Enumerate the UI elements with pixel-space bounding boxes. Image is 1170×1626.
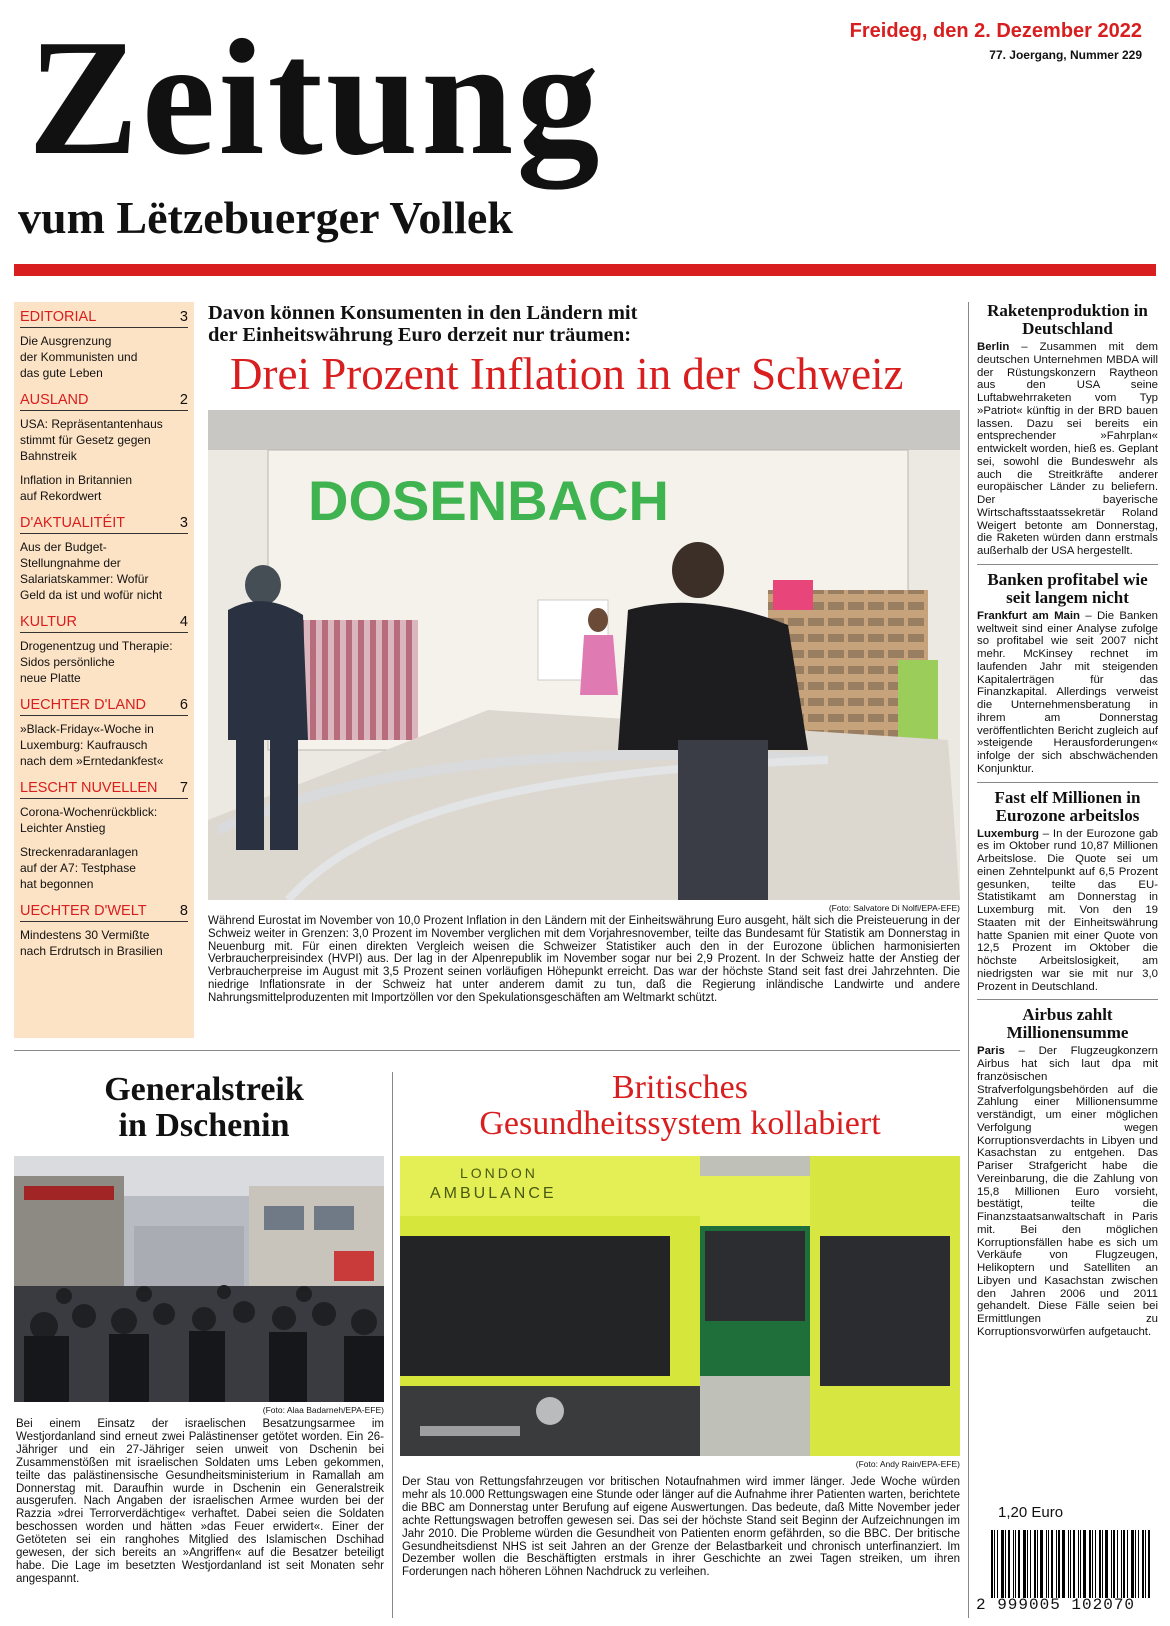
toc-page-number: 2 bbox=[179, 392, 188, 408]
toc-section-name: D'AKTUALITÉIT bbox=[20, 515, 126, 531]
toc-section bbox=[20, 391, 188, 504]
story-photo-ambulances bbox=[400, 1156, 960, 1456]
lead-photo bbox=[208, 410, 960, 900]
toc-section bbox=[20, 696, 188, 769]
barcode-bars bbox=[991, 1530, 1156, 1598]
barcode-bar bbox=[1092, 1530, 1093, 1598]
lead-headline[interactable]: Drei Prozent Inflation in der Schweiz bbox=[230, 349, 904, 399]
barcode-bar bbox=[1046, 1530, 1047, 1598]
toc-section-header[interactable] bbox=[20, 779, 188, 799]
barcode-bar bbox=[1117, 1530, 1118, 1598]
crowd-illustration bbox=[14, 1156, 384, 1402]
barcode-bar bbox=[1056, 1530, 1057, 1598]
toc-item[interactable]: Aus der Budget- Stellungnahme der Salariatskammer: Wofür Geld da ist und wofür nicht bbox=[20, 540, 163, 602]
barcode-bar bbox=[1148, 1530, 1150, 1598]
brief-text bbox=[977, 341, 1158, 558]
brief-divider bbox=[977, 782, 1158, 783]
brief-text bbox=[977, 828, 1158, 994]
toc-section-header[interactable] bbox=[20, 613, 188, 633]
barcode-bar bbox=[1131, 1530, 1134, 1598]
toc-section-name: LESCHT NUVELLEN bbox=[20, 780, 158, 796]
toc-section bbox=[20, 613, 188, 686]
brief-dateline: Frankfurt am Main bbox=[977, 609, 1081, 622]
toc-page-number: 3 bbox=[179, 515, 188, 531]
toc-item[interactable]: Mindestens 30 Vermißte nach Erdrutsch in Brasilien bbox=[20, 928, 163, 958]
barcode-bar bbox=[1099, 1530, 1101, 1598]
barcode-bar bbox=[1145, 1530, 1146, 1598]
barcode-bar bbox=[1095, 1530, 1096, 1598]
barcode bbox=[976, 1530, 1156, 1616]
barcode-bar bbox=[1111, 1530, 1112, 1598]
brief-headline[interactable]: Banken profitabel wie seit langem nicht bbox=[987, 569, 1148, 607]
barcode-bar bbox=[1062, 1530, 1065, 1598]
story-photo-street-crowd bbox=[14, 1156, 384, 1402]
brief-body: – Der Flugzeugkonzern Airbus hat sich laut dpa mit französischen Strafverfolgungsbehörden auf die Zahlung einer Millionensumme verständigt, um einer möglichen Verfolgung wegen Korruptionsverdachts in Libyen und Kasachstan zu entgehen. Das Pariser Strafgericht habe die Vereinbarung, die die Zahlung von 15,8 Millionen Euro vorsieht, bestätigt, teilte die Finanzstaatsanwaltschaft in Paris mit. Bei den möglichen Korruptionsfällen habe es sich um Verkäufe von Flugzeugen, Helikoptern und Satelliten an Libyen und Kasachstan zwischen den Jahren 2006 und 2011 gehandelt. Diese Fälle seien bei Ermittlungen zu Korruptionsvorwürfen aufgetaucht. bbox=[977, 1045, 1158, 1338]
barcode-bar bbox=[997, 1530, 998, 1598]
toc-page-number: 3 bbox=[179, 309, 188, 325]
toc-section-header[interactable] bbox=[20, 308, 188, 328]
barcode-bar bbox=[1105, 1530, 1108, 1598]
toc-page-number: 6 bbox=[179, 697, 188, 713]
masthead-rule bbox=[14, 264, 1156, 276]
barcode-bar bbox=[1040, 1530, 1043, 1598]
lead-body: Während Eurostat im November von 10,0 Prozent Inflation in den Ländern mit der Einheitswährung Euro ausgeht, hält sich die Preisteuerung in der Schweiz weiter in Grenzen: 3,0 Prozent im November verglichen mit dem Vorjahresnovember, teilte das Bundesamt für Statistik am Donnerstag in Neuenburg mit. Für einen direkten Vergleich weisen die Schweizer Statistiker auch den in der Eurozone üblichen harmonisierten Verbraucherpreisindex (HVPI) aus. Der lag in der Alpenrepublik im November sogar nur bei 2,9 Prozent. In der Schweiz hatte der Anstieg der Verbraucherpreise im August mit 3,5 Prozent seinen vorläufigen Höhepunkt erreicht. Das war der höchste Stand seit fast drei Jahrzehnten. Die niedrige Inflationsrate in der Schweiz hat unter anderem damit zu tun, daß die Regierung inländische Landwirte und andere Nahrungsmittelproduzenten mit Importzöllen vor den Spekulationsgeschäften am Weltmarkt schützt. bbox=[208, 915, 960, 1004]
barcode-bar bbox=[1135, 1530, 1136, 1598]
barcode-bar bbox=[1023, 1530, 1026, 1598]
story-body-generalstreik: Bei einem Einsatz der israelischen Besatzungsarmee im Westjordanland sind erneut zwei Palästinenser getötet worden. Ein 26-Jähriger und ein 27-Jähriger seien unweit von Dschenin bei Zusammenstößen mit israelischen Soldaten ums Leben gekommen, teilte das palästinensische Gesundheitsministerium in Ramallah am Donnerstag mit. Daraufhin wurde in Dschenin ein Generalstreik ausgerufen. Nach Angaben der israelischen Armee wurden bei der Razzia »drei Terrorverdächtige« verhaftet. Dabei seien die Soldaten beschossen worden und hätten »das Feuer erwidert«. Einer der Getöteten sei ein ranghohes Mitglied des Islamischen Dschihad gewesen, der sich bereits an »Angriffen« auf die Besatzer beteiligt habe. Die Lage im besetzten Westjordanland ist seit Monaten sehr angespannt. bbox=[16, 1418, 384, 1585]
story-body-gesundheitssystem: Der Stau von Rettungsfahrzeugen vor britischen Notaufnahmen wird immer länger. Jede Woche würden mehr als 10.000 Rettungswagen eine Stunde oder länger auf die Aufnahme ihrer Patienten warten, berichtete die BBC am Donnerstag unter Berufung auf eigene Auswertungen. Das bedeute, daß Mitte November jeder achte Rettungswagen betroffen gewesen sei. Das sei der höchste Stand seit Beginn der Aufzeichnungen im Jahr 2010. Die Probleme würden die Gesundheit von Patienten enorm gefährden, so die BBC. Der britische Gesundheitsdienst NHS ist seit Jahren an der Grenze der Belastbarkeit und chronisch unterfinanziert. Im Dezember wollen die Beschäftigten erstmals in ihrer Geschichte an zwei Tagen streiken, um ihren Forderungen nach höheren Löhnen Nachdruck zu verleihen. bbox=[402, 1476, 960, 1579]
cover-price: 1,20 Euro bbox=[998, 1504, 1064, 1521]
barcode-bar bbox=[994, 1530, 995, 1598]
toc-section-name: AUSLAND bbox=[20, 392, 89, 408]
toc-item[interactable]: USA: Repräsentantenhaus stimmt für Gesetz gegen Bahnstreik bbox=[20, 417, 163, 463]
story-headline-generalstreik[interactable]: Generalstreik in Dschenin bbox=[104, 1071, 304, 1144]
barcode-bar bbox=[1121, 1530, 1122, 1598]
brief-dateline: Luxemburg bbox=[977, 827, 1040, 840]
toc-page-number: 8 bbox=[179, 903, 188, 919]
barcode-bar bbox=[1037, 1530, 1038, 1598]
brief-body: – Zusammen mit dem deutschen Unternehmen MBDA will der Rüstungskonzern Raytheon aus den USA seine Luftabwehrraketen vom Typ »Patriot« künftig in der BRD bauen lassen. Dazu sei bereits ein entsprechender »Fahrplan« entwickelt worden, hieß es. Geplant sei, sowohl die Bundeswehr als auch die Streitkräfte anderer europäischer Länder zu beliefern. Der bayerische Wirtschaftsstaatssekretär Roland Weigert betonte am Donnerstag, die Raketen würden dann erstmals außerhalb der USA hergestellt. bbox=[977, 341, 1158, 557]
story-headline-gesundheitssystem[interactable]: Britisches Gesundheitssystem kollabiert bbox=[479, 1069, 881, 1142]
barcode-bar bbox=[1048, 1530, 1049, 1598]
ambulance-text-line2: AMBULANCE bbox=[430, 1185, 557, 1202]
news-briefs-column bbox=[968, 302, 1158, 1618]
store-sign: DOSENBACH bbox=[308, 469, 669, 532]
barcode-bar bbox=[1051, 1530, 1053, 1598]
toc-section-header[interactable] bbox=[20, 514, 188, 534]
table-of-contents bbox=[14, 302, 194, 1038]
toc-section-header[interactable] bbox=[20, 902, 188, 922]
toc-page-number: 4 bbox=[179, 614, 188, 630]
toc-section-header[interactable] bbox=[20, 391, 188, 411]
issue-number: 77. Joergang, Nummer 229 bbox=[989, 48, 1142, 62]
toc-item[interactable]: Streckenradaranlagen auf der A7: Testphase hat begonnen bbox=[20, 845, 139, 891]
toc-section bbox=[20, 779, 188, 892]
barcode-bar bbox=[1015, 1530, 1016, 1598]
news-brief bbox=[977, 571, 1158, 776]
barcode-bar bbox=[1123, 1530, 1125, 1598]
barcode-bar bbox=[1005, 1530, 1006, 1598]
shop-interior-illustration bbox=[208, 410, 960, 900]
ambulance-text-line1: LONDON bbox=[460, 1165, 538, 1181]
toc-section-name: UECHTER D'WELT bbox=[20, 903, 147, 919]
lead-photo-credit: (Foto: Salvatore Di Nolfi/EPA-EFE) bbox=[828, 903, 960, 913]
toc-item[interactable]: »Black-Friday«-Woche in Luxemburg: Kaufrausch nach dem »Erntedankfest« bbox=[20, 722, 164, 768]
barcode-digits: 2 999005 102070 bbox=[976, 1596, 1136, 1614]
brief-dateline: Paris bbox=[977, 1045, 1005, 1058]
toc-item[interactable]: Corona-Wochenrückblick: Leichter Anstieg bbox=[20, 805, 158, 835]
story-photo-credit: (Foto: Alaa Badarneh/EPA-EFE) bbox=[262, 1405, 384, 1415]
toc-section-header[interactable] bbox=[20, 696, 188, 716]
column-divider bbox=[392, 1072, 393, 1618]
barcode-bar bbox=[1138, 1530, 1139, 1598]
masthead-subtitle: vum Lëtzebuerger Vollek bbox=[18, 192, 513, 243]
barcode-bar bbox=[1008, 1530, 1010, 1598]
toc-section bbox=[20, 308, 188, 381]
barcode-bar bbox=[1068, 1530, 1069, 1598]
barcode-bar bbox=[1089, 1530, 1091, 1598]
ambulance-illustration bbox=[400, 1156, 960, 1456]
toc-page-number: 7 bbox=[179, 780, 188, 796]
lead-kicker: Davon können Konsumenten in den Ländern mit der Einheitswährung Euro derzeit nur träumen: bbox=[208, 302, 638, 346]
brief-dateline: Berlin bbox=[977, 341, 1010, 353]
barcode-bar bbox=[1013, 1530, 1014, 1598]
barcode-bar bbox=[1073, 1530, 1075, 1598]
toc-item[interactable]: Die Ausgrenzung der Kommunisten und das gute Leben bbox=[20, 334, 138, 380]
brief-body: – In der Eurozone gab es im Oktober rund 10,87 Millionen Arbeitslose. Die Quote sei um einen Zehntelpunkt auf 6,5 Prozent gesunken, teilte das EU-Statistikamt am Donnerstag in Luxemburg mit. Von den 19 Staaten mit der Einheitswährung hatte Spanien mit einer Quote von 12,5 Prozent im Oktober die höchste Arbeitslosigkeit, am niedrigsten war sie mit nur 3,0 Prozent in Deutschland. bbox=[977, 827, 1158, 993]
toc-section-name: EDITORIAL bbox=[20, 309, 97, 325]
barcode-bar bbox=[1083, 1530, 1086, 1598]
toc-section bbox=[20, 902, 188, 959]
brief-headline[interactable]: Airbus zahlt Millionensumme bbox=[1006, 1005, 1129, 1043]
barcode-bar bbox=[1102, 1530, 1103, 1598]
barcode-bar bbox=[1142, 1530, 1144, 1598]
barcode-bar bbox=[1080, 1530, 1081, 1598]
brief-divider bbox=[977, 999, 1158, 1000]
barcode-bar bbox=[1001, 1530, 1004, 1598]
barcode-bar bbox=[1113, 1530, 1115, 1598]
issue-date: Freideg, den 2. Dezember 2022 bbox=[849, 20, 1142, 42]
news-brief bbox=[977, 1006, 1158, 1338]
brief-headline[interactable]: Raketenproduktion in Deutschland bbox=[987, 301, 1148, 338]
barcode-bar bbox=[1070, 1530, 1071, 1598]
brief-text bbox=[977, 1045, 1158, 1338]
barcode-bar bbox=[1030, 1530, 1031, 1598]
brief-text bbox=[977, 610, 1158, 776]
story-photo-credit: (Foto: Andy Rain/EPA-EFE) bbox=[855, 1459, 960, 1469]
barcode-bar bbox=[1027, 1530, 1028, 1598]
news-brief bbox=[977, 789, 1158, 994]
barcode-bar bbox=[991, 1530, 993, 1598]
barcode-bar bbox=[1127, 1530, 1128, 1598]
toc-item[interactable]: Drogenentzug und Therapie: Sidos persönliche neue Platte bbox=[20, 639, 173, 685]
brief-body: – Die Banken weltweit sind einer Analyse zufolge so profitabel wie seit 2007 nicht mehr. McKinsey rechnet im laufenden Jahr mit steigenden Kapitalerträgen für das Finanzkapital. Allerdings verweist die Unternehmensberatung in ihrem am Donnerstag veröffentlichten Bericht zugleich auf »steigende Herausforderungen« infolge der sich abschwächenden Konjunktur. bbox=[977, 609, 1158, 775]
toc-section-name: KULTUR bbox=[20, 614, 77, 630]
section-divider bbox=[14, 1050, 960, 1051]
barcode-bar bbox=[1018, 1530, 1020, 1598]
barcode-bar bbox=[1058, 1530, 1060, 1598]
barcode-bar bbox=[1034, 1530, 1036, 1598]
toc-section bbox=[20, 514, 188, 603]
toc-item[interactable]: Inflation in Britannien auf Rekordwert bbox=[20, 473, 133, 503]
news-brief bbox=[977, 302, 1158, 558]
brief-divider bbox=[977, 564, 1158, 565]
brief-headline[interactable]: Fast elf Millionen in Eurozone arbeitslos bbox=[994, 787, 1141, 825]
toc-section-name: UECHTER D'LAND bbox=[20, 697, 147, 713]
masthead-title: Zeitung bbox=[28, 5, 603, 189]
barcode-bar bbox=[1078, 1530, 1079, 1598]
